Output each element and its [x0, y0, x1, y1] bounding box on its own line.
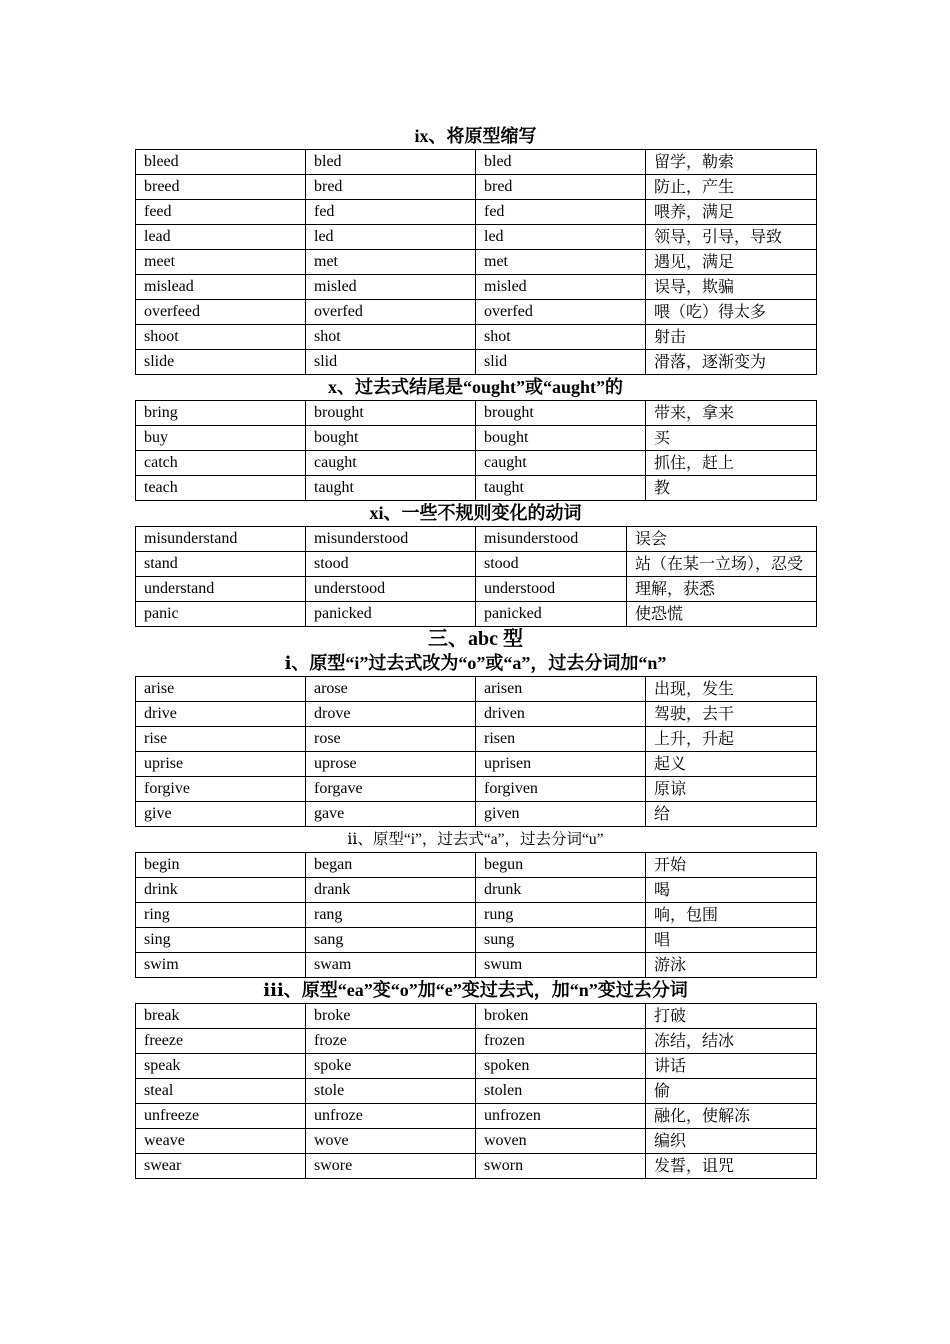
section-heading-iii: ⅲ、原型“ea”变“o”加“e”变过去式，加“n”变过去分词: [263, 980, 688, 1000]
base-form-cell: panic: [136, 602, 306, 627]
past-participle-cell: caught: [476, 451, 646, 476]
section-heading-ii: ⅱ、原型“i”，过去式“a”，过去分词“u”: [347, 831, 604, 848]
table-row: [136, 1029, 817, 1054]
meaning-cell: 上升，升起: [646, 727, 817, 752]
meaning-cell: 遇见，满足: [646, 250, 817, 275]
past-tense-cell: rose: [306, 727, 476, 752]
meaning-cell: 驾驶，去干: [646, 702, 817, 727]
meaning-cell: 给: [646, 802, 817, 827]
past-tense-cell: broke: [306, 1004, 476, 1029]
past-tense-cell: rang: [306, 903, 476, 928]
past-participle-cell: misled: [476, 275, 646, 300]
meaning-cell: 融化，使解冻: [646, 1104, 817, 1129]
document-body: [135, 124, 816, 1179]
meaning-cell: 游泳: [646, 953, 817, 978]
table-row: [136, 577, 817, 602]
meaning-cell: 买: [646, 426, 817, 451]
meaning-cell: 响，包围: [646, 903, 817, 928]
past-tense-cell: gave: [306, 802, 476, 827]
base-form-cell: swim: [136, 953, 306, 978]
past-participle-cell: begun: [476, 853, 646, 878]
past-participle-cell: drunk: [476, 878, 646, 903]
section-heading-x: x、过去式结尾是“ought”或“aught”的: [327, 377, 624, 397]
base-form-cell: shoot: [136, 325, 306, 350]
verb-table-xi: [135, 526, 817, 627]
past-tense-cell: drank: [306, 878, 476, 903]
table-row: [136, 552, 817, 577]
base-form-cell: weave: [136, 1129, 306, 1154]
past-participle-cell: forgiven: [476, 777, 646, 802]
past-tense-cell: began: [306, 853, 476, 878]
past-tense-cell: stood: [306, 552, 476, 577]
table-row: [136, 451, 817, 476]
table-row: [136, 426, 817, 451]
verb-table-ii: [135, 852, 817, 978]
table-row: [136, 677, 817, 702]
base-form-cell: drive: [136, 702, 306, 727]
base-form-cell: steal: [136, 1079, 306, 1104]
base-form-cell: unfreeze: [136, 1104, 306, 1129]
past-tense-cell: misunderstood: [306, 527, 476, 552]
base-form-cell: speak: [136, 1054, 306, 1079]
meaning-cell: 射击: [646, 325, 817, 350]
past-participle-cell: stolen: [476, 1079, 646, 1104]
meaning-cell: 编织: [646, 1129, 817, 1154]
meaning-cell: 发誓，诅咒: [646, 1154, 817, 1179]
past-participle-cell: spoken: [476, 1054, 646, 1079]
past-tense-cell: misled: [306, 275, 476, 300]
meaning-cell: 起义: [646, 752, 817, 777]
verb-table-iii: [135, 1003, 817, 1179]
past-tense-cell: forgave: [306, 777, 476, 802]
meaning-cell: 抓住，赶上: [646, 451, 817, 476]
past-participle-cell: panicked: [476, 602, 627, 627]
base-form-cell: sing: [136, 928, 306, 953]
meaning-cell: 误导，欺骗: [646, 275, 817, 300]
section-heading-xi: xi、一些不规则变化的动词: [369, 503, 582, 523]
past-tense-cell: stole: [306, 1079, 476, 1104]
base-form-cell: teach: [136, 476, 306, 501]
table-row: [136, 1154, 817, 1179]
meaning-cell: 喂（吃）得太多: [646, 300, 817, 325]
past-participle-cell: risen: [476, 727, 646, 752]
past-tense-cell: led: [306, 225, 476, 250]
past-tense-cell: brought: [306, 401, 476, 426]
past-participle-cell: shot: [476, 325, 646, 350]
past-tense-cell: shot: [306, 325, 476, 350]
meaning-cell: 使恐慌: [627, 602, 817, 627]
past-tense-cell: bred: [306, 175, 476, 200]
past-participle-cell: led: [476, 225, 646, 250]
past-participle-cell: sung: [476, 928, 646, 953]
past-participle-cell: bred: [476, 175, 646, 200]
verb-table-x: [135, 400, 817, 501]
past-tense-cell: bought: [306, 426, 476, 451]
table-row: [136, 878, 817, 903]
base-form-cell: drink: [136, 878, 306, 903]
base-form-cell: rise: [136, 727, 306, 752]
meaning-cell: 偷: [646, 1079, 817, 1104]
meaning-cell: 出现，发生: [646, 677, 817, 702]
base-form-cell: understand: [136, 577, 306, 602]
meaning-cell: 喂养，满足: [646, 200, 817, 225]
verb-table-ix: [135, 149, 817, 375]
meaning-cell: 开始: [646, 853, 817, 878]
past-participle-cell: driven: [476, 702, 646, 727]
base-form-cell: break: [136, 1004, 306, 1029]
verb-table-i: [135, 676, 817, 827]
part-title: 三、abc 型: [428, 628, 523, 650]
past-tense-cell: froze: [306, 1029, 476, 1054]
past-tense-cell: spoke: [306, 1054, 476, 1079]
table-row: [136, 802, 817, 827]
past-participle-cell: unfrozen: [476, 1104, 646, 1129]
table-row: [136, 527, 817, 552]
table-row: [136, 401, 817, 426]
base-form-cell: misunderstand: [136, 527, 306, 552]
past-participle-cell: bought: [476, 426, 646, 451]
past-participle-cell: met: [476, 250, 646, 275]
table-row: [136, 1079, 817, 1104]
meaning-cell: 误会: [627, 527, 817, 552]
meaning-cell: 防止，产生: [646, 175, 817, 200]
past-participle-cell: bled: [476, 150, 646, 175]
table-row: [136, 1004, 817, 1029]
table-row: [136, 325, 817, 350]
base-form-cell: forgive: [136, 777, 306, 802]
past-tense-cell: arose: [306, 677, 476, 702]
section-heading-ix: ix、将原型缩写: [414, 126, 537, 146]
meaning-cell: 原谅: [646, 777, 817, 802]
table-row: [136, 1054, 817, 1079]
base-form-cell: swear: [136, 1154, 306, 1179]
past-tense-cell: met: [306, 250, 476, 275]
meaning-cell: 讲话: [646, 1054, 817, 1079]
past-participle-cell: brought: [476, 401, 646, 426]
past-tense-cell: fed: [306, 200, 476, 225]
past-participle-cell: sworn: [476, 1154, 646, 1179]
past-tense-cell: caught: [306, 451, 476, 476]
past-tense-cell: drove: [306, 702, 476, 727]
past-participle-cell: overfed: [476, 300, 646, 325]
base-form-cell: catch: [136, 451, 306, 476]
meaning-cell: 冻结，结冰: [646, 1029, 817, 1054]
base-form-cell: feed: [136, 200, 306, 225]
meaning-cell: 领导，引导，导致: [646, 225, 817, 250]
past-tense-cell: taught: [306, 476, 476, 501]
past-participle-cell: stood: [476, 552, 627, 577]
base-form-cell: breed: [136, 175, 306, 200]
past-tense-cell: sang: [306, 928, 476, 953]
base-form-cell: mislead: [136, 275, 306, 300]
meaning-cell: 理解，获悉: [627, 577, 817, 602]
past-participle-cell: broken: [476, 1004, 646, 1029]
base-form-cell: arise: [136, 677, 306, 702]
section-heading-i: ⅰ、原型“i”过去式改为“o”或“a”，过去分词加“n”: [284, 653, 667, 673]
table-row: [136, 1129, 817, 1154]
meaning-cell: 站（在某一立场），忍受: [627, 552, 817, 577]
table-row: [136, 300, 817, 325]
past-participle-cell: woven: [476, 1129, 646, 1154]
table-row: [136, 903, 817, 928]
base-form-cell: lead: [136, 225, 306, 250]
meaning-cell: 滑落，逐渐变为: [646, 350, 817, 375]
past-participle-cell: swum: [476, 953, 646, 978]
base-form-cell: overfeed: [136, 300, 306, 325]
past-participle-cell: slid: [476, 350, 646, 375]
base-form-cell: bring: [136, 401, 306, 426]
table-row: [136, 250, 817, 275]
base-form-cell: ring: [136, 903, 306, 928]
table-row: [136, 200, 817, 225]
base-form-cell: stand: [136, 552, 306, 577]
meaning-cell: 打破: [646, 1004, 817, 1029]
base-form-cell: slide: [136, 350, 306, 375]
table-row: [136, 752, 817, 777]
table-row: [136, 275, 817, 300]
past-participle-cell: given: [476, 802, 646, 827]
past-tense-cell: unfroze: [306, 1104, 476, 1129]
past-tense-cell: wove: [306, 1129, 476, 1154]
table-row: [136, 175, 817, 200]
past-tense-cell: bled: [306, 150, 476, 175]
past-participle-cell: frozen: [476, 1029, 646, 1054]
base-form-cell: bleed: [136, 150, 306, 175]
past-tense-cell: overfed: [306, 300, 476, 325]
meaning-cell: 唱: [646, 928, 817, 953]
past-participle-cell: fed: [476, 200, 646, 225]
past-participle-cell: arisen: [476, 677, 646, 702]
table-row: [136, 928, 817, 953]
table-row: [136, 953, 817, 978]
past-tense-cell: panicked: [306, 602, 476, 627]
table-row: [136, 702, 817, 727]
table-row: [136, 150, 817, 175]
past-participle-cell: understood: [476, 577, 627, 602]
base-form-cell: buy: [136, 426, 306, 451]
base-form-cell: uprise: [136, 752, 306, 777]
table-row: [136, 476, 817, 501]
table-row: [136, 853, 817, 878]
base-form-cell: begin: [136, 853, 306, 878]
table-row: [136, 777, 817, 802]
base-form-cell: give: [136, 802, 306, 827]
past-tense-cell: slid: [306, 350, 476, 375]
past-participle-cell: misunderstood: [476, 527, 627, 552]
past-participle-cell: uprisen: [476, 752, 646, 777]
meaning-cell: 喝: [646, 878, 817, 903]
table-row: [136, 1104, 817, 1129]
meaning-cell: 带来，拿来: [646, 401, 817, 426]
meaning-cell: 留学，勒索: [646, 150, 817, 175]
table-row: [136, 225, 817, 250]
past-tense-cell: swore: [306, 1154, 476, 1179]
past-participle-cell: taught: [476, 476, 646, 501]
table-row: [136, 350, 817, 375]
meaning-cell: 教: [646, 476, 817, 501]
base-form-cell: meet: [136, 250, 306, 275]
past-tense-cell: swam: [306, 953, 476, 978]
past-participle-cell: rung: [476, 903, 646, 928]
table-row: [136, 602, 817, 627]
past-tense-cell: understood: [306, 577, 476, 602]
past-tense-cell: uprose: [306, 752, 476, 777]
base-form-cell: freeze: [136, 1029, 306, 1054]
table-row: [136, 727, 817, 752]
